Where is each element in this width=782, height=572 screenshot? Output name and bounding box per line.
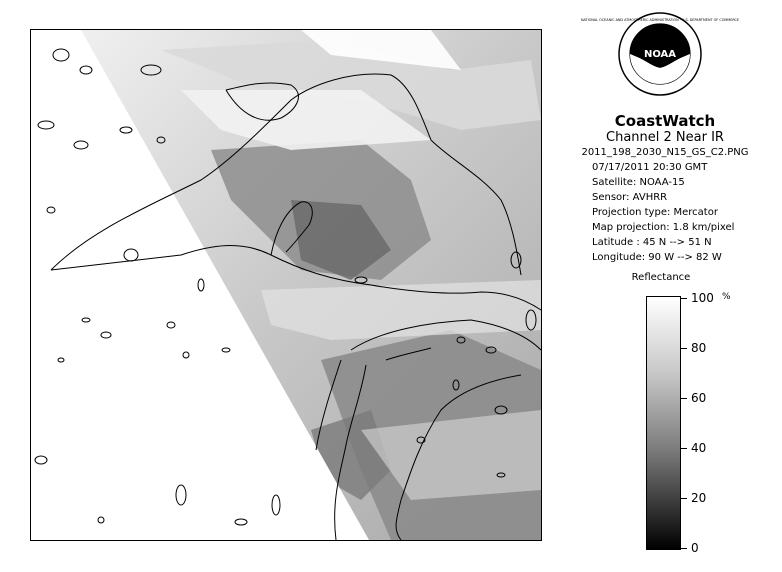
legend-title: Reflectance — [631, 272, 691, 283]
colorbar-label: 20 — [691, 491, 707, 505]
satellite: Satellite: NOAA-15 — [592, 177, 685, 188]
colorbar-label: 60 — [691, 391, 707, 405]
longitude: Longitude: 90 W --> 82 W — [592, 252, 722, 263]
imagery-swath — [31, 30, 541, 540]
colorbar-tick — [681, 398, 687, 399]
info-panel — [560, 112, 770, 265]
legend-unit: % — [722, 292, 731, 302]
colorbar-tick — [681, 498, 687, 499]
colorbar-tick — [681, 548, 687, 549]
colorbar-label: 100 — [691, 291, 714, 305]
logo-ring-text: NATIONAL OCEANIC AND ATMOSPHERIC ADMINISTRATION · U.S. DEPARTMENT OF COMMERCE — [580, 18, 740, 22]
colorbar-label: 0 — [691, 541, 699, 555]
latitude: Latitude : 45 N --> 51 N — [592, 237, 712, 248]
projection: Projection type: Mercator — [592, 207, 718, 218]
satellite-map — [30, 29, 542, 541]
sensor: Sensor: AVHRR — [592, 192, 668, 203]
noaa-logo — [580, 11, 740, 97]
colorbar-tick — [681, 448, 687, 449]
colorbar-label: 80 — [691, 341, 707, 355]
colorbar-tick — [681, 298, 687, 299]
metadata-list — [592, 160, 770, 265]
date-time: 07/17/2011 20:30 GMT — [592, 162, 708, 173]
colorbar-tick — [681, 348, 687, 349]
colorbar-label: 40 — [691, 441, 707, 455]
map-canvas — [31, 30, 541, 540]
channel-title: Channel 2 Near IR — [606, 130, 724, 145]
file-name: 2011_198_2030_N15_GS_C2.PNG — [581, 147, 749, 158]
resolution: Map projection: 1.8 km/pixel — [592, 222, 735, 233]
reflectance-colorbar — [646, 296, 681, 550]
org-title: CoastWatch — [614, 112, 716, 130]
logo-center-text: NOAA — [643, 49, 677, 60]
